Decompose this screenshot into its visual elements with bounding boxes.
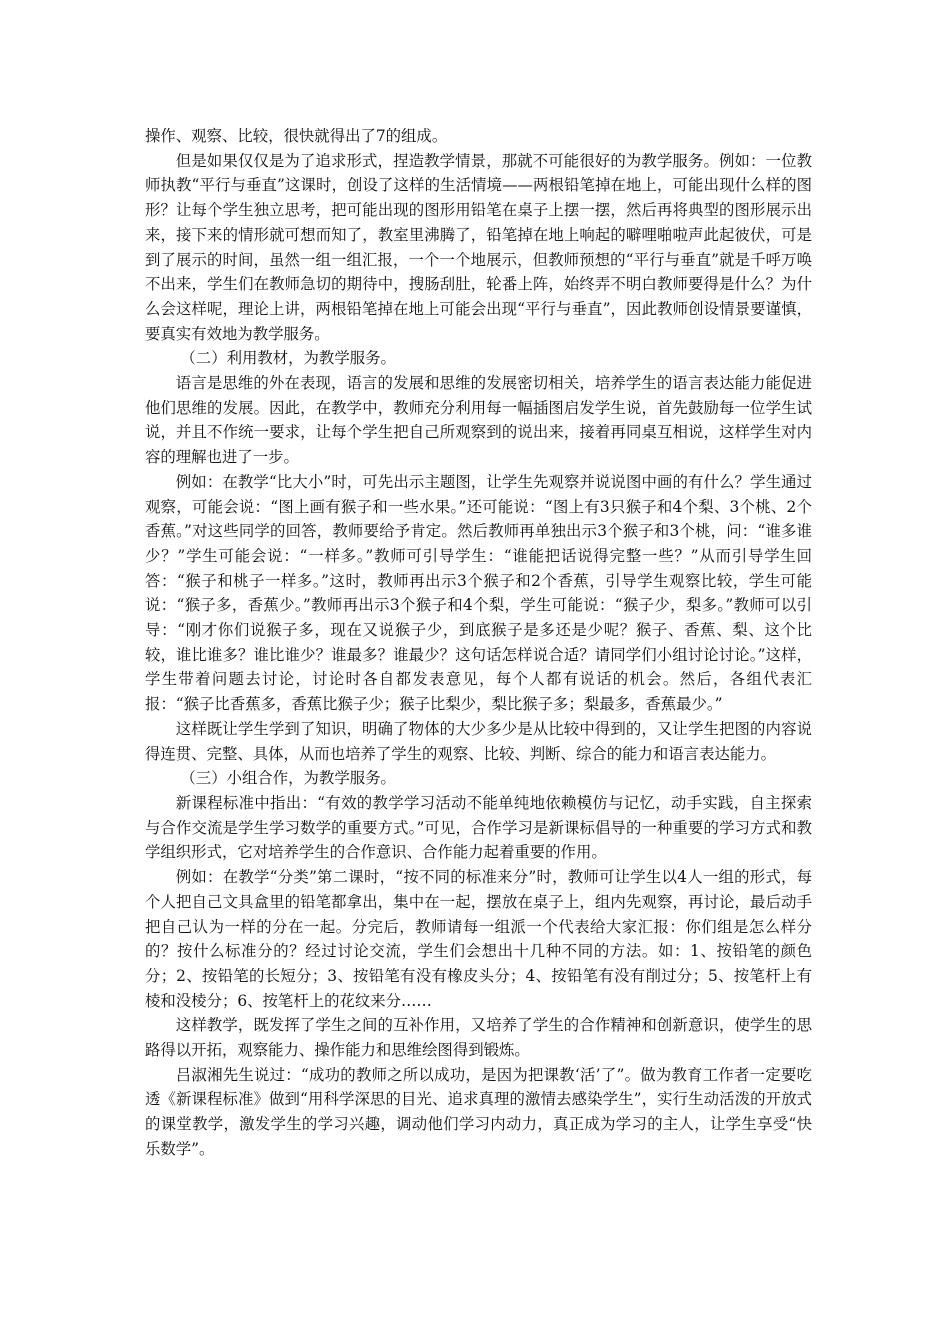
document-page: [145, 124, 812, 1162]
paragraph-example-parallel-perpendicular: 但是如果仅仅是为了追求形式，捏造教学情景，那就不可能很好的为教学服务。例如：一位教师执教“平行与垂直”这课时，创设了这样的生活情境——两根铅笔掉在地上，可能出现什么样的图形？让每个学生独立思考，把可能出现的图形用铅笔在桌子上摆一摆，然后再将典型的图形展示出来，接下来的情形就可想而知了，教室里沸腾了，铅笔掉在地上响起的噼哩啪啦声此起彼伏，可是到了展示的时间，虽然一组一组汇报，一个一个地展示，但教师预想的“平行与垂直”就是千呼万唤不出来，学生们在教师急切的期待中，搜肠刮肚，轮番上阵，始终弄不明白教师要得是什么？为什么会这样呢，理论上讲，两根铅笔掉在地上可能会出现“平行与垂直”，因此教师创设情景要谨慎，要真实有效地为教学服务。: [145, 151, 812, 343]
section-heading-use-textbook: （二）利用教材，为教学服务。: [180, 349, 396, 368]
paragraph-curriculum-standard: 新课程标准中指出：“有效的教学学习活动不能单纯地依赖模仿与记忆，动手实践，自主探索与合作交流是学生学习数学的重要方式。”可见，合作学习是新课标倡导的一种重要的学习方式和教学组织形式，它对培养学生的合作意识、合作能力起着重要的作用。: [145, 793, 812, 862]
paragraph-continuation: 操作、观察、比较，很快就得出了7的组成。: [145, 127, 448, 145]
paragraph-language-thinking: 语言是思维的外在表现，语言的发展和思维的发展密切相关，培养学生的语言表达能力能促进他们思维的发展。因此，在教学中，教师充分利用每一幅插图启发学生说，首先鼓励每一位学生试说，并且不作统一要求，让每个学生把自己所观察到的说出来，接着再同桌互相说，这样学生对内容的理解也进了一步。: [145, 374, 812, 467]
paragraph-compare-summary: 这样既让学生学到了知识，明确了物体的大少多少是从比较中得到的，又让学生把图的内容说得连贯、完整、具体，从而也培养了学生的观察、比较、判断、综合的能力和语言表达能力。: [145, 719, 812, 763]
section-heading-group-cooperation: （三）小组合作，为教学服务。: [180, 769, 396, 788]
paragraph-example-classification: 例如：在教学“分类”第二课时，“按不同的标准来分”时，教师可让学生以4人一组的形式，每个人把自己文具盒里的铅笔都拿出，集中在一起，摆放在桌子上，组内先观察，再讨论，最后动手把自己认为一样的分在一起。分完后，教师请每一组派一个代表给大家汇报：你们组是怎么样分的？按什么标准分的？经过讨论交流，学生们会想出十几种不同的方法。如：1、按铅笔的颜色分；2、按铅笔的长短分；3、按铅笔有没有橡皮头分；4、按铅笔有没有削过分；5、按笔杆上有棱和没棱分；6、按笔杆上的花纹来分……: [145, 868, 812, 1010]
paragraph-conclusion: 吕淑湘先生说过：“成功的教师之所以成功，是因为把课教‘活’了”。做为教育工作者一定要吃透《新课程标准》做到“用科学深思的目光、追求真理的激情去感染学生”，实行生动活泼的开放式的课堂教学，激发学生的学习兴趣，调动他们学习内动力，真正成为学习的主人，让学生享受“快乐数学”。: [145, 1065, 812, 1158]
paragraph-example-compare-size: 例如：在教学“比大小”时，可先出示主题图，让学生先观察并说说图中画的有什么？学生通过观察，可能会说：“图上画有猴子和一些水果。”还可能说：“图上有3只猴子和4个梨、3个桃、2个香蕉。”对这些同学的回答，教师要给予肯定。然后教师再单独出示3个猴子和3个桃，问：“谁多谁少？”学生可能会说：“一样多。”教师可引导学生：“谁能把话说得完整一些？”从而引导学生回答：“猴子和桃子一样多。”这时，教师再出示3个猴子和2个香蕉，引导学生观察比较，学生可能说：“猴子多，香蕉少。”教师再出示3个猴子和4个梨，学生可能说：“猴子少，梨多。”教师可以引导：“刚才你们说猴子多，现在又说猴子少，到底猴子是多还是少呢？猴子、香蕉、梨、这个比较，谁比谁多？谁比谁少？谁最多？谁最少？这句话怎样说合适？请同学们小组讨论讨论。”这样，学生带着问题去讨论，讨论时各自都发表意见，每个人都有说话的机会。然后，各组代表汇报：“猴子比香蕉多，香蕉比猴子少；猴子比梨少，梨比猴子多；梨最多，香蕉最少。”: [145, 472, 812, 714]
paragraph-cooperation-summary: 这样教学，既发挥了学生之间的互补作用，又培养了学生的合作精神和创新意识，使学生的思路得以开拓，观察能力、操作能力和思维绘图得到锻炼。: [145, 1016, 812, 1060]
